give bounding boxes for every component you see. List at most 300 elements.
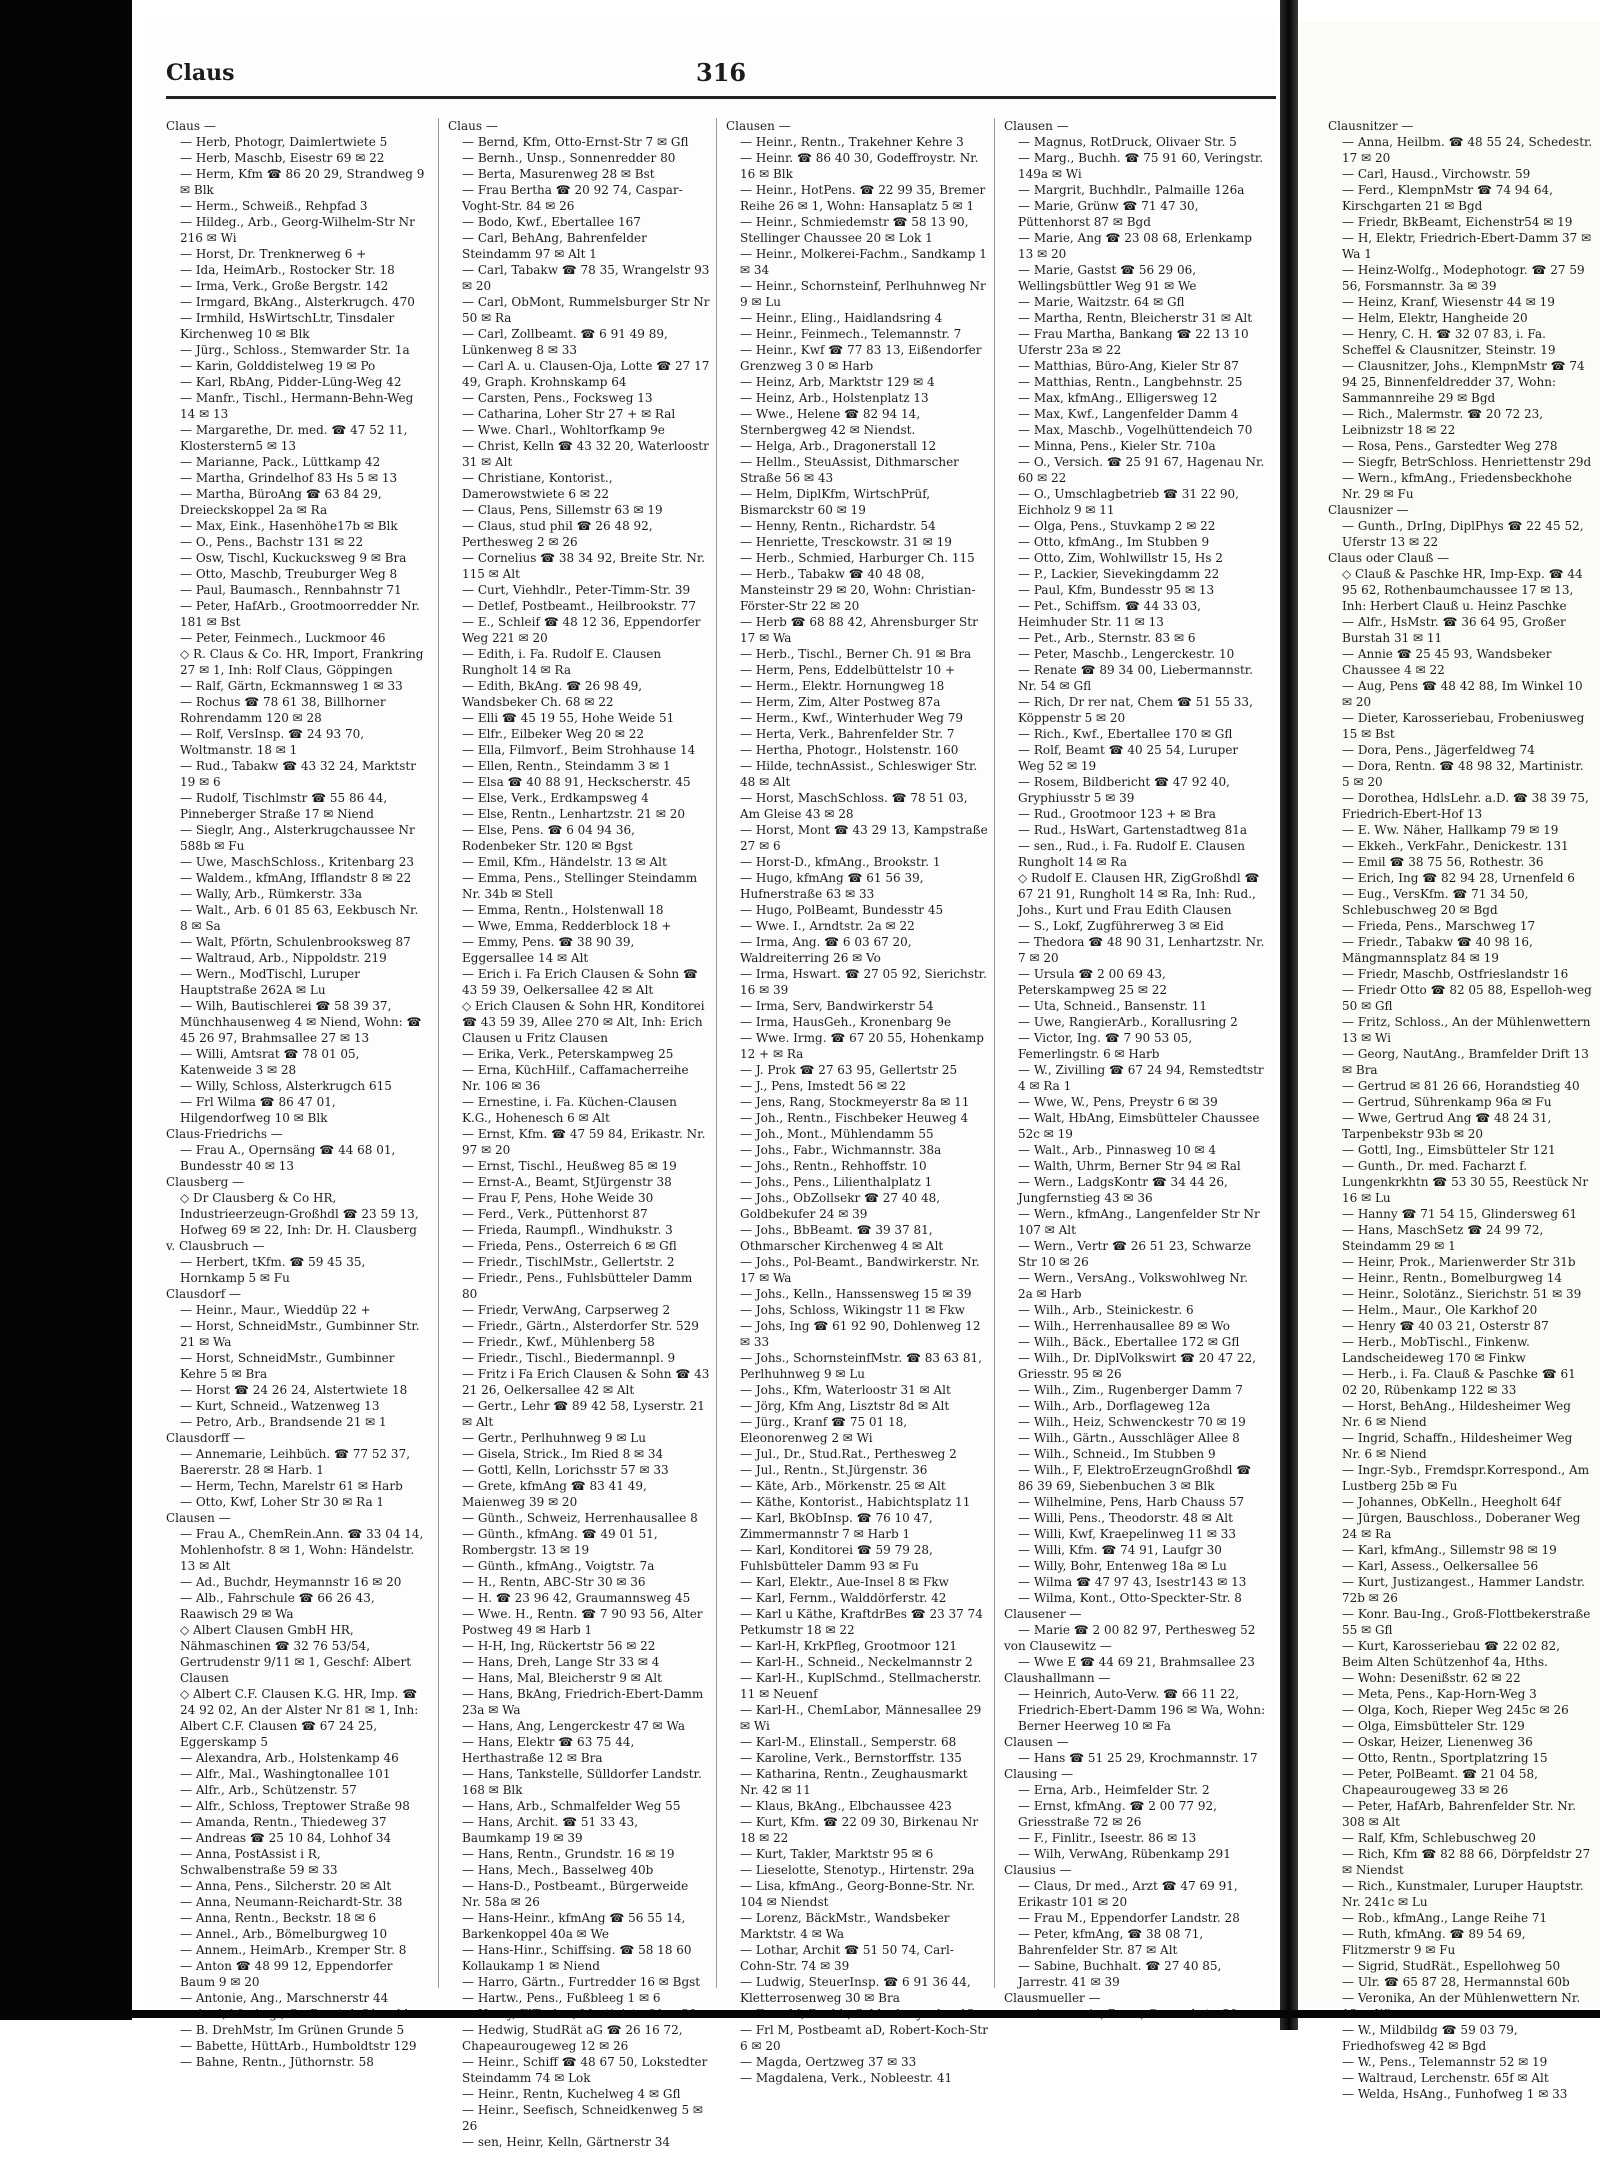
directory-entry: — Hartw., Pens., Fußbleeg 1 ✉ 6 [462,1991,661,2005]
directory-entry: — Hedwig, StudRät aG ☎ 26 16 72, Chapeaurougeweg 12 ✉ 26 [462,2023,683,2053]
surname-heading: Claus — [166,119,216,133]
directory-entry: — S., Lokf, Zugführerweg 3 ✉ Eid [1018,919,1224,933]
surname-heading: Clausen — [726,119,791,133]
directory-entry: — Willi, Pens., Theodorstr. 48 ✉ Alt [1018,1511,1233,1525]
directory-entry: — Heinr., Rentn., Trakehner Kehre 3 [740,135,964,149]
directory-entry: — Heinr, Prok., Marienwerder Str 31b [1342,1255,1576,1269]
directory-entry: — Frau Martha, Bankang ☎ 22 13 10 Uferstr 23a ✉ 22 [1018,327,1249,357]
directory-entry: — Heinr., Seefisch, Schneidkenweg 5 ✉ 26 [462,2103,703,2133]
directory-entry: — Friedr., Tischl., Biedermannpl. 9 [462,1351,676,1365]
running-head: Claus [166,60,235,86]
directory-entry: — Walt, Pförtn, Schulenbrooksweg 87 [180,935,411,949]
directory-entry: — Henriette, Tresckowstr. 31 ✉ 19 [740,535,952,549]
directory-entry: — Andreas ☎ 25 10 84, Lohhof 34 [180,1831,392,1845]
directory-entry: — Ulr. ☎ 65 87 28, Hermannstal 60b [1342,1975,1570,1989]
directory-entry: — Wilh., Arb., Dorflageweg 12a [1018,1399,1211,1413]
directory-entry: — Wwe, Emma, Redderblock 18 + [462,919,672,933]
directory-entry: — Claus, stud phil ☎ 26 48 92, Perthesweg 2 ✉ 26 [462,519,653,549]
directory-entry: — Uta, Schneid., Bansenstr. 11 [1018,999,1207,1013]
directory-entry: — Wilma, Kont., Otto-Speckter-Str. 8 [1018,1591,1242,1605]
directory-entry: — Karoline, Verk., Bernstorffstr. 135 [740,1751,962,1765]
directory-entry: — Max, Kwf., Langenfelder Damm 4 [1018,407,1239,421]
directory-entry: — Karl-H., Schneid., Neckelmannstr 2 [740,1655,973,1669]
directory-entry: — Rud., HsWart, Gartenstadtweg 81a [1018,823,1248,837]
directory-entry: — Marg., Buchh. ☎ 75 91 60, Veringstr. 149a ✉ Wi [1018,151,1264,181]
directory-entry: — Ludwig, SteuerInsp. ☎ 6 91 36 44, Kletterrosenweg 30 ✉ Bra [740,1975,971,2005]
directory-entry: — Gottl, Kelln, Lorichsstr 57 ✉ 33 [462,1463,669,1477]
directory-entry: — Claus, Pens, Sillemstr 63 ✉ 19 [462,503,663,517]
directory-entry: — Minna, Pens., Kieler Str. 710a [1018,439,1216,453]
directory-entry: — Gottl, Ing., Eimsbütteler Str 121 [1342,1143,1556,1157]
directory-entry: — Clausnitzer, Johs., KlempnMstr ☎ 74 94 25, Binnenfeldredder 37, Wohn: Sammannreihe 29 ✉ Bgd [1342,359,1585,405]
directory-entry: — Cornelius ☎ 38 34 92, Breite Str. Nr. 115 ✉ Alt [462,551,706,581]
directory-entry: — Dieter, Karosseriebau, Frobeniusweg 15 ✉ Bst [1342,711,1585,741]
directory-entry: — Rosem, Bildbericht ☎ 47 92 40, Gryphiusstr 5 ✉ 39 [1018,775,1230,805]
directory-entry: — Otto, Zim, Wohlwillstr 15, Hs 2 [1018,551,1223,565]
directory-entry: — Frl M, Postbeamt aD, Robert-Koch-Str 6 ✉ 20 [740,2023,988,2053]
directory-entry: — Ruth, kfmAng. ☎ 89 54 69, Flitzmerstr 9 ✉ Fu [1342,1927,1526,1957]
surname-heading: Clausnizer — [1328,503,1409,517]
directory-entry: — Dorothea, HdlsLehr. a.D. ☎ 38 39 75, Friedrich-Ebert-Hof 13 [1342,791,1589,821]
directory-entry: — Max, kfmAng., Elligersweg 12 [1018,391,1218,405]
directory-entry: — Hildeg., Arb., Georg-Wilhelm-Str Nr 216 ✉ Wi [180,215,415,245]
directory-entry: — sen, Heinr, Kelln, Gärtnerstr 34 [462,2135,671,2149]
surname-heading: Clausen — [166,1511,231,1525]
directory-entry: — Ernestine, i. Fa. Küchen-Clausen K.G., Hohenesch 6 ✉ Alt [462,1095,677,1125]
directory-entry: — Karl, kfmAng., Sillemstr 98 ✉ 19 [1342,1543,1557,1557]
directory-entry: — Rolf, VersInsp. ☎ 24 93 70, Woltmanstr. 18 ✉ 1 [180,727,365,757]
directory-entry: — Peter, Feinmech., Luckmoor 46 [180,631,386,645]
directory-entry: — Welda, HsAng., Funhofweg 1 ✉ 33 [1342,2087,1568,2101]
directory-entry: — Magda, Oertzweg 37 ✉ 33 [740,2055,917,2069]
directory-entry: — Berta, Masurenweg 28 ✉ Bst [462,167,655,181]
directory-entry: — Friedr, VerwAng, Carpserweg 2 [462,1303,671,1317]
directory-columns [166,118,1276,2149]
directory-entry: — Matthias, Rentn., Langbehnstr. 25 [1018,375,1243,389]
directory-entry: — Hans, Mal, Bleicherstr 9 ✉ Alt [462,1671,662,1685]
column-divider [438,118,439,1988]
directory-entry: — Osw, Tischl, Kuckucksweg 9 ✉ Bra [180,551,407,565]
directory-entry: — Erika, Verk., Peterskampweg 25 [462,1047,674,1061]
directory-entry: — Helm, Elektr, Hangheide 20 [1342,311,1528,325]
directory-entry: — Wilh., Herrenhausallee 89 ✉ Wo [1018,1319,1230,1333]
directory-entry: — Hans, Tankstelle, Sülldorfer Landstr. 168 ✉ Blk [462,1767,702,1797]
directory-entry: — Waltraud, Arb., Nippoldstr. 219 [180,951,387,965]
surname-heading: Clausdorf — [166,1287,241,1301]
directory-entry: — Sabine, Buchhalt. ☎ 27 40 85, Jarrestr. 41 ✉ 39 [1018,1959,1222,1989]
directory-entry: — Walth, Uhrm, Berner Str 94 ✉ Ral [1018,1159,1241,1173]
directory-entry: — Claus, Dr med., Arzt ☎ 47 69 91, Erikastr 101 ✉ 20 [1018,1879,1238,1909]
directory-entry: ◇ Erich Clausen & Sohn HR, Konditorei ☎ 43 59 39, Allee 270 ✉ Alt, Inh: Erich Clausen u Fritz Clausen [462,999,705,1045]
directory-entry: — Hanny ☎ 71 54 15, Glindersweg 61 [1342,1207,1578,1221]
directory-column-2 [448,118,710,2149]
directory-entry: — Willy, Bohr, Entenweg 18a ✉ Lu [1018,1559,1227,1573]
directory-entry: — J., Pens, Imstedt 56 ✉ 22 [740,1079,907,1093]
directory-entry: — Hans, Ang, Lengerckestr 47 ✉ Wa [462,1719,685,1733]
directory-entry: — Konr. Bau-Ing., Groß-Flottbekerstraße 55 ✉ Gfl [1342,1607,1591,1637]
directory-entry: — Wilhelmine, Pens, Harb Chauss 57 [1018,1495,1245,1509]
directory-entry: — Herb ☎ 68 88 42, Ahrensburger Str 17 ✉ Wa [740,615,978,645]
directory-entry: — Babette, HüttArb., Humboldtstr 129 [180,2039,417,2053]
directory-entry: — Ernst, Tischl., Heußweg 85 ✉ 19 [462,1159,677,1173]
directory-entry: — Ferd., Verk., Püttenhorst 87 [462,1207,648,1221]
directory-entry: — Johs., Kelln., Hanssensweg 15 ✉ 39 [740,1287,972,1301]
directory-entry: — Carl A. u. Clausen-Oja, Lotte ☎ 27 17 49, Graph. Krohnskamp 64 [462,359,710,389]
directory-entry: — Hans, Mech., Basselweg 40b [462,1863,654,1877]
directory-entry: — Hellm., SteuAssist, Dithmarscher Straße 56 ✉ 43 [740,455,959,485]
directory-entry: — Wern., kfmAng., Langenfelder Str Nr 107 ✉ Alt [1018,1207,1260,1237]
directory-entry: — Frau F, Pens, Hohe Weide 30 [462,1191,654,1205]
surname-heading: von Clausewitz — [1004,1639,1112,1653]
directory-entry: — Ernst-A., Beamt, StJürgenstr 38 [462,1175,672,1189]
directory-entry: — O., Pens., Bachstr 131 ✉ 22 [180,535,364,549]
surname-heading: Clausdorff — [166,1431,246,1445]
directory-entry: — Irma, Serv, Bandwirkerstr 54 [740,999,934,1013]
directory-entry: — Christ, Kelln ☎ 43 32 20, Waterloostr 31 ✉ Alt [462,439,709,469]
directory-entry: — Ernst, kfmAng. ☎ 2 00 77 92, Griesstraße 72 ✉ 26 [1018,1799,1217,1829]
directory-entry: — Gertr., Perlhuhnweg 9 ✉ Lu [462,1431,646,1445]
directory-entry: — Herm, Kfm ☎ 86 20 29, Strandweg 9 ✉ Blk [180,167,425,197]
directory-entry: — Ad., Buchdr, Heymannstr 16 ✉ 20 [180,1575,402,1589]
directory-entry: — Karl, Konditorei ☎ 59 79 28, Fuhlsbütteler Damm 93 ✉ Fu [740,1543,933,1573]
directory-entry: — Carl, ObMont, Rummelsburger Str Nr 50 ✉ Ra [462,295,710,325]
directory-entry: — Wwe. Charl., Wohltorfkamp 9e [462,423,665,437]
directory-entry: — Wwe, W., Pens, Preystr 6 ✉ 39 [1018,1095,1218,1109]
directory-entry: — Rob., kfmAng., Lange Reihe 71 [1342,1911,1548,1925]
directory-entry: — Waldem., kfmAng, Ifflandstr 8 ✉ 22 [180,871,412,885]
directory-entry: — Johs., Pens., Lilienthalplatz 1 [740,1175,933,1189]
surname-heading: Claushallmann — [1004,1671,1111,1685]
directory-entry: — Heinr., Schmiedemstr ☎ 58 13 90, Stellinger Chaussee 20 ✉ Lok 1 [740,215,969,245]
directory-entry: — Johs., Fabr., Wichmannstr. 38a [740,1143,942,1157]
directory-entry: — Olga, Koch, Rieper Weg 245c ✉ 26 [1342,1703,1569,1717]
directory-entry: — Sieglr, Ang., Alsterkrugchaussee Nr 588b ✉ Fu [180,823,415,853]
directory-entry: — Karl-M., Elinstall., Semperstr. 68 [740,1735,957,1749]
directory-entry: — Wilma ☎ 47 97 43, Isestr143 ✉ 13 [1018,1575,1247,1589]
directory-entry: — P., Lackier, Sievekingdamm 22 [1018,567,1220,581]
directory-entry: — Thedora ☎ 48 90 31, Lenhartzstr. Nr. 7 ✉ 20 [1018,935,1265,965]
directory-entry: — Heinz, Arb, Marktstr 129 ✉ 4 [740,375,935,389]
directory-entry: — Annem., HeimArb., Kremper Str. 8 [180,1943,407,1957]
directory-entry: — Henny, Rentn., Richardstr. 54 [740,519,936,533]
directory-entry: — Wern., VersAng., Volkswohlweg Nr. 2a ✉ Harb [1018,1271,1248,1301]
directory-entry: — Hans, MaschSetz ☎ 24 99 72, Steindamm 29 ✉ 1 [1342,1223,1544,1253]
page-number: 316 [696,58,747,87]
directory-entry: — Hans, Dreh, Lange Str 33 ✉ 4 [462,1655,660,1669]
directory-entry: — Wwe. H., Rentn. ☎ 7 90 93 56, Alter Postweg 49 ✉ Harb 1 [462,1607,703,1637]
directory-entry: — Johs, Schloss, Wikingstr 11 ✉ Fkw [740,1303,965,1317]
directory-entry: — Käthe, Kontorist., Habichtsplatz 11 [740,1495,971,1509]
directory-entry: — Erich i. Fa Erich Clausen & Sohn ☎ 43 59 39, Oelkersallee 42 ✉ Alt [462,967,698,997]
directory-entry: — Bahne, Rentn., Jüthornstr. 58 [180,2055,374,2069]
directory-entry: — Klaus, BkAng., Elbchaussee 423 [740,1799,952,1813]
directory-entry: — Frau M., Eppendorfer Landstr. 28 [1018,1911,1240,1925]
directory-entry: — Günth., Schweiz, Herrenhausallee 8 [462,1511,698,1525]
directory-entry: — Katharina, Rentn., Zeughausmarkt Nr. 42 ✉ 11 [740,1767,968,1797]
directory-entry: — Antonie, Ang., Marschnerstr 44 [180,1991,389,2005]
directory-entry: — Heinz-Wolfg., Modephotogr. ☎ 27 59 56, Forsmannstr. 3a ✉ 39 [1342,263,1585,293]
directory-entry: — Heinr., Solotänz., Sierichstr. 51 ✉ 39 [1342,1287,1582,1301]
directory-entry: — Frau Bertha ☎ 20 92 74, Caspar-Voght-Str. 84 ✉ 26 [462,183,683,213]
directory-entry: — Marianne, Pack., Lüttkamp 42 [180,455,381,469]
directory-entry: — Fritz, Schloss., An der Mühlenwettern 13 ✉ Wi [1342,1015,1591,1045]
directory-entry: — Wilh, VerwAng, Rübenkamp 291 [1018,1847,1231,1861]
directory-entry: — Irmgard, BkAng., Alsterkrugch. 470 [180,295,415,309]
directory-entry: — Gertrud ✉ 81 26 66, Horandstieg 40 [1342,1079,1580,1093]
directory-entry: — Gertrud, Sührenkamp 96a ✉ Fu [1342,1095,1552,1109]
directory-column-3 [726,118,988,2085]
directory-entry: — Johs, Ing ☎ 61 92 90, Dohlenweg 12 ✉ 33 [740,1319,981,1349]
directory-entry: — Ingrid, Schaffn., Hildesheimer Weg Nr. 6 ✉ Niend [1342,1431,1573,1461]
directory-entry: — Heinr., HotPens. ☎ 22 99 35, Bremer Reihe 26 ✉ 1, Wohn: Hansaplatz 5 ✉ 1 [740,183,986,213]
directory-entry: — Heinr., Rentn., Bomelburgweg 14 [1342,1271,1562,1285]
directory-entry: — Wern., LadgsKontr ☎ 34 44 26, Jungfernstieg 43 ✉ 36 [1018,1175,1228,1205]
directory-entry: — Wwe E ☎ 44 69 21, Brahmsallee 23 [1018,1655,1255,1669]
directory-entry: — E. Ww. Näher, Hallkamp 79 ✉ 19 [1342,823,1559,837]
directory-entry: — Hans, Arb., Schmalfelder Weg 55 [462,1799,681,1813]
directory-entry: — Otto, Maschb, Treuburger Weg 8 [180,567,398,581]
directory-entry: — Peter, HafArb., Grootmoorredder Nr. 181 ✉ Bst [180,599,420,629]
directory-entry: — Wilh, Bautischlerei ☎ 58 39 37, Münchhausenweg 4 ✉ Niend, Wohn: ☎ 45 26 97, Brahmsallee 27 ✉ 13 [180,999,422,1045]
directory-entry: — Heinr., Schornsteinf, Perlhuhnweg Nr 9 ✉ Lu [740,279,986,309]
directory-entry: — Hans, Archit. ☎ 51 33 43, Baumkamp 19 ✉ 39 [462,1815,639,1845]
directory-entry: — Veronika, An der Mühlenwettern Nr. [1342,1991,1581,2005]
surname-heading: Claus-Friedrichs — [166,1127,283,1141]
directory-entry: — Heinr., Feinmech., Telemannstr. 7 [740,327,962,341]
directory-column-4 [1004,118,1266,2005]
directory-entry: — Wilh., Heiz, Schwenckestr 70 ✉ 19 [1018,1415,1246,1429]
directory-entry: ◇ R. Claus & Co. HR, Import, Frankring 27 ✉ 1, Inh: Rolf Claus, Göppingen [180,647,424,677]
directory-column-1 [166,118,428,2069]
directory-entry: — Karl, RbAng, Pidder-Lüng-Weg 42 [180,375,402,389]
surname-heading: Clausen — [1004,1735,1069,1749]
directory-entry: — Heinr., Maur., Wieddüp 22 + [180,1303,371,1317]
directory-entry: — Ferd., KlempnMstr ☎ 74 94 64, Kirschgarten 21 ✉ Bgd [1342,183,1553,213]
directory-entry: — Peter, kfmAng, ☎ 38 08 71, Bahrenfelder Str. 87 ✉ Alt [1018,1927,1204,1957]
directory-entry: — Hans, Elektr ☎ 63 75 44, Herthastraße 12 ✉ Bra [462,1735,635,1765]
directory-entry: — Kurt, Takler, Marktstr 95 ✉ 6 [740,1847,934,1861]
directory-entry: — Horst-D., kfmAng., Brookstr. 1 [740,855,941,869]
directory-entry: — Hugo, PolBeamt, Bundesstr 45 [740,903,944,917]
directory-entry: — Peter, HafArb, Bahrenfelder Str. Nr. 308 ✉ Alt [1342,1799,1576,1829]
directory-entry: — Erna, KüchHilf., Caffamacherreihe Nr. 106 ✉ 36 [462,1063,689,1093]
directory-entry: — Ernst, Kfm. ☎ 47 59 84, Erikastr. Nr. 97 ✉ 20 [462,1127,706,1157]
directory-entry: — Martha, BüroAng ☎ 63 84 29, Dreieckskoppel 2a ✉ Ra [180,487,382,517]
directory-entry: — Frieda, Raumpfl., Windhukstr. 3 [462,1223,673,1237]
directory-entry: — Karl-H., ChemLabor, Männesallee 29 ✉ Wi [740,1703,982,1733]
directory-entry: — Amanda, Rentn., Thiedeweg 37 [180,1815,387,1829]
directory-entry: — Edith, BkAng. ☎ 26 98 49, Wandsbeker Ch. 68 ✉ 22 [462,679,643,709]
directory-entry: — Heinz, Kranf, Wiesenstr 44 ✉ 19 [1342,295,1555,309]
directory-entry: — Jul., Rentn., St.Jürgenstr. 36 [740,1463,928,1477]
directory-entry: — Johs., SchornsteinfMstr. ☎ 83 63 81, Perlhuhnweg 9 ✉ Lu [740,1351,982,1381]
directory-entry: — Alfr., HsMstr. ☎ 36 64 95, Großer Burstah 31 ✉ 11 [1342,615,1566,645]
directory-entry: — Herb., Tabakw ☎ 40 48 08, Mansteinstr 29 ✉ 20, Wohn: Christian-Förster-Str 22 ✉ 20 [740,567,976,613]
directory-entry: — Horst, MaschSchloss. ☎ 78 51 03, Am Gleise 43 ✉ 28 [740,791,968,821]
directory-entry: — Magnus, RotDruck, Olivaer Str. 5 [1018,135,1237,149]
directory-entry: — Manfr., Tischl., Hermann-Behn-Weg 14 ✉ 13 [180,391,414,421]
directory-entry: — Henry, C. H. ☎ 32 07 83, i. Fa. Scheffel & Clausnitzer, Steinstr. 19 [1342,327,1556,357]
page-header [166,56,1276,99]
directory-entry: — Aug, Pens ☎ 48 42 88, Im Winkel 10 ✉ 20 [1342,679,1583,709]
directory-entry: — Alfr., Schloss, Treptower Straße 98 [180,1799,410,1813]
directory-entry: — sen., Rud., i. Fa. Rudolf E. Clausen Rungholt 14 ✉ Ra [1018,839,1245,869]
directory-entry: — Herb., MobTischl., Finkenw. Landscheideweg 170 ✉ Finkw [1342,1335,1530,1365]
directory-page-right-partial [1298,22,1600,2101]
surname-heading: v. Clausbruch — [166,1239,265,1253]
directory-entry: — Rich., Malermstr. ☎ 20 72 23, Leibnizstr 18 ✉ 22 [1342,407,1544,437]
directory-entry: — Marie, Waitzstr. 64 ✉ Gfl [1018,295,1185,309]
directory-entry: — Wwe., Helene ☎ 82 94 14, Sternbergweg 42 ✉ Niendst. [740,407,921,437]
directory-entry: — Emma, Rentn., Holstenwall 18 [462,903,664,917]
directory-entry: — Elfr., Eilbeker Weg 20 ✉ 22 [462,727,645,741]
directory-entry: — Wern., ModTischl, Luruper Hauptstraße 262A ✉ Lu [180,967,360,997]
column-divider [994,118,995,1988]
directory-entry: — Magdalena, Verk., Nobleestr. 41 [740,2071,953,2085]
directory-entry: — Herm., Elektr. Hornungweg 18 [740,679,945,693]
directory-entry: — Marie ☎ 2 00 82 97, Perthesweg 52 [1018,1623,1256,1637]
directory-entry: — Ekkeh., VerkFahr., Denickestr. 131 [1342,839,1569,853]
directory-entry: — Matthias, Büro-Ang, Kieler Str 87 [1018,359,1239,373]
directory-entry: — Wilh., Gärtn., Ausschläger Allee 8 [1018,1431,1240,1445]
directory-entry: — Herm, Pens, Eddelbüttelstr 10 + [740,663,956,677]
directory-entry: — Herb., Schmied, Harburger Ch. 115 [740,551,975,565]
directory-entry: — Kurt, Kfm. ☎ 22 09 30, Birkenau Nr 18 ✉ 22 [740,1815,979,1845]
surname-heading: Clausberg — [166,1175,245,1189]
directory-entry: — Wwe, Gertrud Ang ☎ 48 24 31, Tarpenbekstr 93b ✉ 20 [1342,1111,1552,1141]
directory-entry: — Frieda, Pens., Osterreich 6 ✉ Gfl [462,1239,677,1253]
directory-entry: — Waltraud, Lerchenstr. 65f ✉ Alt [1342,2071,1549,2085]
directory-entry: — Karl, BkObInsp. ☎ 76 10 47, Zimmermannstr 7 ✉ Harb 1 [740,1511,933,1541]
directory-entry: — Georg, NautAng., Bramfelder Drift 13 ✉ Bra [1342,1047,1589,1077]
directory-entry: — Alb., Fahrschule ☎ 66 26 43, Raawisch 29 ✉ Wa [180,1591,375,1621]
directory-entry: — Wilh., Arb., Steinickestr. 6 [1018,1303,1194,1317]
directory-entry: — Rolf, Beamt ☎ 40 25 54, Luruper Weg 52 ✉ 19 [1018,743,1239,773]
directory-entry: — Bodo, Kwf., Ebertallee 167 [462,215,641,229]
directory-entry: — H, Elektr, Friedrich-Ebert-Damm 37 ✉ Wa 1 [1342,231,1592,261]
directory-entry: — Lisa, kfmAng., Georg-Bonne-Str. Nr. 104 ✉ Niendst [740,1879,976,1909]
directory-entry: — Heinr. ☎ 86 40 30, Godeffroystr. Nr. 16 ✉ Blk [740,151,979,181]
directory-entry: — Walt., Arb., Pinnasweg 10 ✉ 4 [1018,1143,1217,1157]
directory-entry: — Alfr., Mal., Washingtonallee 101 [180,1767,391,1781]
directory-entry: — Carl, BehAng, Bahrenfelder Steindamm 97 ✉ Alt 1 [462,231,647,261]
directory-entry: — Uwe, MaschSchloss., Kritenbarg 23 [180,855,414,869]
directory-entry: — O., Umschlagbetrieb ☎ 31 22 90, Eichholz 9 ✉ 11 [1018,487,1239,517]
directory-entry: — Dora, Rentn. ☎ 48 98 32, Martinistr. 5 ✉ 20 [1342,759,1584,789]
directory-entry: — Herta, Verk., Bahrenfelder Str. 7 [740,727,955,741]
directory-entry: — Marie, Ang ☎ 23 08 68, Erlenkamp 13 ✉ 20 [1018,231,1252,261]
directory-entry: — Johs., BbBeamt. ☎ 39 37 81, Othmarscher Kirchenweg 4 ✉ Alt [740,1223,944,1253]
directory-entry: — Herb, Photogr, Daimlertwiete 5 [180,135,388,149]
scan-edge-left [0,0,132,2020]
directory-entry: — Herb, Maschb, Eisestr 69 ✉ 22 [180,151,385,165]
directory-entry: — Günth., kfmAng. ☎ 49 01 51, Rombergstr. 13 ✉ 19 [462,1527,658,1557]
directory-entry: — Hertha, Photogr., Holstenstr. 160 [740,743,959,757]
directory-entry: — Horst, Mont ☎ 43 29 13, Kampstraße 27 ✉ 6 [740,823,988,853]
directory-entry: — Carl, Zollbeamt. ☎ 6 91 49 89, Lünkenweg 8 ✉ 33 [462,327,668,357]
directory-entry: — Wohn: Desenißstr. 62 ✉ 22 [1342,1671,1521,1685]
directory-entry: — H. ☎ 23 96 42, Graumannsweg 45 [462,1591,691,1605]
directory-entry: ◇ Dr Clausberg & Co HR, Industrieerzeugn-Großhdl ☎ 23 59 13, Hofweg 69 ✉ 22, Inh: Dr. H. Clausberg [180,1191,419,1237]
directory-entry: — Annemarie, Leihbüch. ☎ 77 52 37, Baererstr. 28 ✉ Harb. 1 [180,1447,411,1477]
directory-entry: — Max, Maschb., Vogelhüttendeich 70 [1018,423,1253,437]
directory-entry: — Herm., Schweiß., Rehpfad 3 [180,199,368,213]
directory-entry: — Herbert, tKfm. ☎ 59 45 35, Hornkamp 5 ✉ Fu [180,1255,366,1285]
directory-entry: — Herb., Tischl., Berner Ch. 91 ✉ Bra [740,647,972,661]
directory-entry: — Heinr., Eling., Haidlandsring 4 [740,311,943,325]
directory-entry: — Karl, Elektr., Aue-Insel 8 ✉ Fkw [740,1575,949,1589]
directory-entry: — Paul, Baumasch., Rennbahnstr 71 [180,583,402,597]
directory-entry: — Else, Rentn., Lenhartzstr. 21 ✉ 20 [462,807,685,821]
directory-entry: — Wilh., Bäck., Ebertallee 172 ✉ Gfl [1018,1335,1240,1349]
directory-entry: — Irma, Ang. ☎ 6 03 67 20, Waldreiterring 26 ✉ Vo [740,935,912,965]
directory-entry: — Jul., Dr., Stud.Rat., Perthesweg 2 [740,1447,957,1461]
directory-entry: — Otto, Rentn., Sportplatzring 15 [1342,1751,1548,1765]
surname-heading: Clausius — [1004,1863,1072,1877]
directory-entry: — Pet., Arb., Sternstr. 83 ✉ 6 [1018,631,1196,645]
directory-entry: — Bernh., Unsp., Sonnenredder 80 [462,151,676,165]
directory-entry: — Walt., Arb. 6 01 85 63, Eekbusch Nr. 8 ✉ Sa [180,903,419,933]
directory-entry: — W., Mildbildg ☎ 59 03 79, Friedhofsweg 42 ✉ Bgd [1342,2023,1518,2053]
directory-entry: — Edith, i. Fa. Rudolf E. Clausen Rungholt 14 ✉ Ra [462,647,662,677]
directory-entry: — Willi, Amtsrat ☎ 78 01 05, Katenweide 3 ✉ 28 [180,1047,360,1077]
directory-entry: — Irma, Hswart. ☎ 27 05 92, Sierichstr. 16 ✉ 39 [740,967,987,997]
directory-entry: — Martha, Rentn, Bleicherstr 31 ✉ Alt [1018,311,1253,325]
directory-entry: — B. DrehMstr, Im Grünen Grunde 5 [180,2023,405,2037]
directory-entry: — Frau A., ChemRein.Ann. ☎ 33 04 14, Mohlenhofstr. 8 ✉ 1, Wohn: Händelstr. 13 ✉ Alt [180,1527,424,1573]
directory-entry: — Käte, Arb., Mörkenstr. 25 ✉ Alt [740,1479,946,1493]
directory-entry: — Margrit, Buchhdlr., Palmaille 126a [1018,183,1245,197]
directory-entry: — Ralf, Gärtn, Eckmannsweg 1 ✉ 33 [180,679,403,693]
directory-entry: — Friedr Otto ☎ 82 05 88, Espelloh-weg 50 ✉ Gfl [1342,983,1592,1013]
directory-entry: — Jürgen, Bauschloss., Doberaner Weg 24 ✉ Ra [1342,1511,1581,1541]
directory-entry: — Heinr., Kwf ☎ 77 83 13, Eißendorfer Grenzweg 3 0 ✉ Harb [740,343,982,373]
directory-entry: — Herm, Zim, Alter Postweg 87a [740,695,941,709]
directory-entry: — Lieselotte, Stenotyp., Hirtenstr. 29a [740,1863,975,1877]
directory-entry: — Anna, Pens., Silcherstr. 20 ✉ Alt [180,1879,392,1893]
directory-entry: — Ralf, Kfm, Schlebuschweg 20 [1342,1831,1536,1845]
directory-entry: — Olga, Pens., Stuvkamp 2 ✉ 22 [1018,519,1216,533]
directory-entry: — Oskar, Heizer, Lienenweg 36 [1342,1735,1533,1749]
directory-entry: — Pet., Schiffsm. ☎ 44 33 03, Heimhuder Str. 11 ✉ 13 [1018,599,1201,629]
directory-entry: — Wally, Arb., Rümkerstr. 33a [180,887,362,901]
surname-heading: Clausing — [1004,1767,1074,1781]
directory-entry: — Johannes, ObKelln., Heegholt 64f [1342,1495,1561,1509]
directory-entry: — Emmy, Pens. ☎ 38 90 39, Eggersallee 14 ✉ Alt [462,935,635,965]
surname-heading: Clausnitzer — [1328,119,1414,133]
directory-entry: — Bernd, Kfm, Otto-Ernst-Str 7 ✉ Gfl [462,135,689,149]
directory-entry: — Heinr., Molkerei-Fachm., Sandkamp 1 ✉ 34 [740,247,987,277]
directory-entry: — Wilh., Dr. DiplVolkswirt ☎ 20 47 22, Griesstr. 95 ✉ 26 [1018,1351,1256,1381]
directory-entry: — Martha, Grindelhof 83 Hs 5 ✉ 13 [180,471,398,485]
directory-entry: — Horst, SchneidMstr., Gumbinner Kehre 5 ✉ Bra [180,1351,395,1381]
directory-entry: — H., Rentn, ABC-Str 30 ✉ 36 [462,1575,646,1589]
directory-entry: — Friedr., Tabakw ☎ 40 98 16, Mängmannsplatz 84 ✉ 19 [1342,935,1533,965]
directory-entry: — Friedr., TischlMstr., Gellertstr. 2 [462,1255,675,1269]
directory-entry: — Frau A., Opernsäng ☎ 44 68 01, Bundesstr 40 ✉ 13 [180,1143,396,1173]
directory-entry: — Erich, Ing ☎ 82 94 28, Urnenfeld 6 [1342,871,1575,885]
directory-entry: — Lorenz, BäckMstr., Wandsbeker Marktstr. 4 ✉ Wa [740,1911,950,1941]
directory-entry: — Johs., ObZollsekr ☎ 27 40 48, Goldbekufer 24 ✉ 39 [740,1191,941,1221]
surname-heading: Claus oder Clauß — [1328,551,1450,565]
directory-entry: ◇ Clauß & Paschke HR, Imp-Exp. ☎ 44 95 62, Rothenbaumchaussee 17 ✉ 13, Inh: Herbert Clauß u. Heinz Paschke [1342,567,1583,613]
directory-entry: — Jens, Rang, Stockmeyerstr 8a ✉ 11 [740,1095,970,1109]
directory-entry: — Lothar, Archit ☎ 51 50 74, Carl-Cohn-Str. 74 ✉ 39 [740,1943,954,1973]
directory-entry: — Karl, Fernm., Walddörferstr. 42 [740,1591,947,1605]
directory-entry: — Christiane, Kontorist., Damerowstwiete 6 ✉ 22 [462,471,613,501]
directory-entry: — Hans-Hinr., Schiffsing. ☎ 58 18 60 Kollaukamp 1 ✉ Niend [462,1943,692,1973]
directory-entry: — Alfr., Arb., Schützenstr. 57 [180,1783,357,1797]
